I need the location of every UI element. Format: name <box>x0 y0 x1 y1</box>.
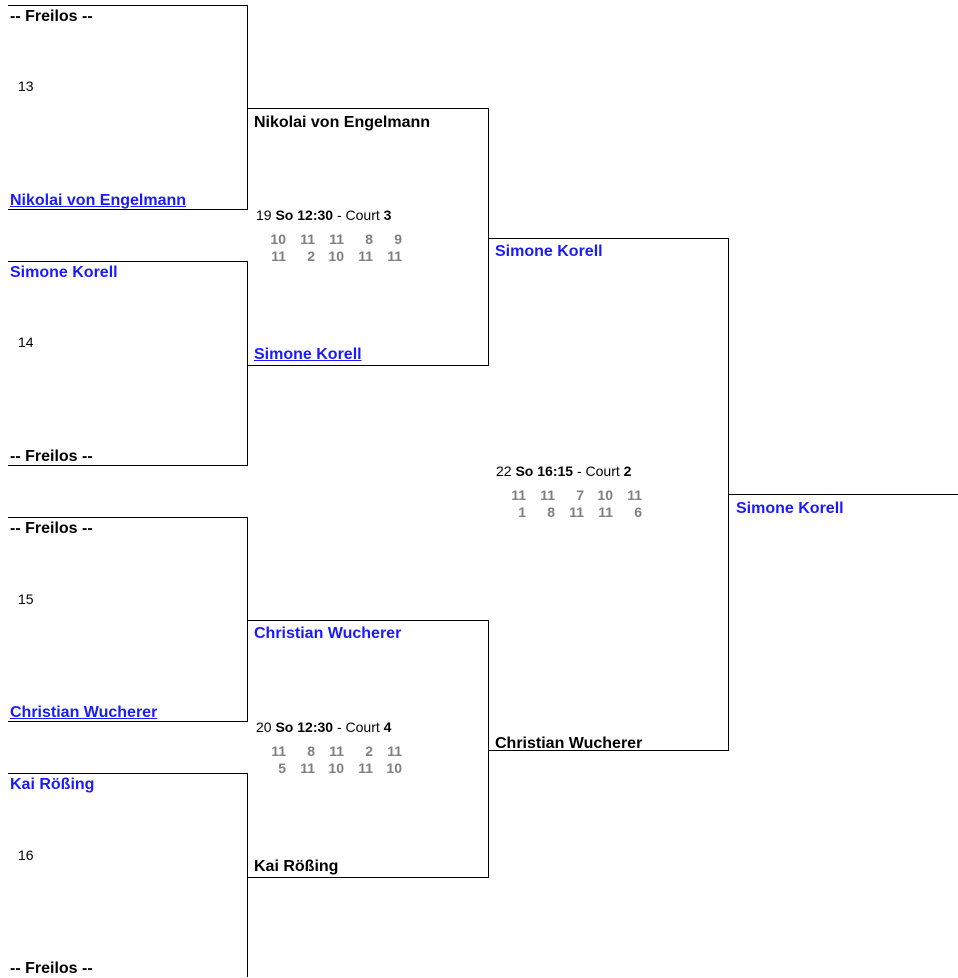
match-info <box>256 719 391 735</box>
set-score: 11 <box>387 743 402 759</box>
court-label: - Court <box>336 719 380 735</box>
set-score: 11 <box>358 248 373 264</box>
court-number: 4 <box>383 719 392 735</box>
round1-match16-bottom-player: -- Freilos -- <box>10 960 93 977</box>
match-number: 19 <box>256 207 272 223</box>
set-score: 9 <box>394 231 402 247</box>
set-scores <box>257 743 402 777</box>
bracket-line <box>248 877 489 878</box>
round1-match13-top-player: -- Freilos -- <box>10 8 93 25</box>
set-score: 7 <box>576 487 584 503</box>
match-info <box>256 207 391 223</box>
set-score: 8 <box>365 231 373 247</box>
set-score: 11 <box>540 487 555 503</box>
bracket-line <box>8 517 248 518</box>
round1-match14-bottom-player: -- Freilos -- <box>10 448 93 465</box>
set-score: 2 <box>365 743 373 759</box>
set-score: 11 <box>329 743 344 759</box>
set-score: 6 <box>634 504 642 520</box>
match-time: 16:15 <box>537 463 574 479</box>
bracket-line <box>488 108 489 366</box>
bracket-line <box>8 261 248 262</box>
set-score: 10 <box>328 760 344 776</box>
set-score: 8 <box>547 504 555 520</box>
match-number: 22 <box>496 463 512 479</box>
round2-match20-top-player-link[interactable]: Christian Wucherer <box>254 625 402 642</box>
match-number: 14 <box>18 334 34 350</box>
bracket-line <box>488 620 489 878</box>
set-score: 5 <box>278 760 286 776</box>
round1-match14-top-player-link[interactable]: Simone Korell <box>10 264 118 281</box>
set-score: 11 <box>329 231 344 247</box>
court-label: - Court <box>336 207 380 223</box>
set-score: 10 <box>328 248 344 264</box>
match-number: 15 <box>18 591 34 607</box>
bracket-line <box>248 620 489 621</box>
bracket-line <box>247 261 248 466</box>
set-score: 2 <box>307 248 315 264</box>
court-label: - Court <box>576 463 620 479</box>
match-number: 16 <box>18 847 34 863</box>
match-time: 12:30 <box>297 207 334 223</box>
bracket-line <box>729 494 958 495</box>
bracket-line <box>8 773 248 774</box>
round1-match13-bottom-player-link[interactable]: Nikolai von Engelmann <box>10 192 187 209</box>
round1-match16-top-player-link[interactable]: Kai Rößing <box>10 776 95 793</box>
round2-match20-bottom-player: Kai Rößing <box>254 858 339 875</box>
court-number: 3 <box>383 207 392 223</box>
winner-player-link[interactable]: Simone Korell <box>736 500 844 517</box>
match-number: 13 <box>18 78 34 94</box>
set-score: 11 <box>387 248 402 264</box>
set-score: 10 <box>270 231 286 247</box>
round2-match19-bottom-player-link[interactable]: Simone Korell <box>254 346 362 363</box>
bracket-line <box>489 238 729 239</box>
set-score: 11 <box>300 760 315 776</box>
match-info <box>496 463 631 479</box>
set-score: 11 <box>271 248 286 264</box>
set-score: 11 <box>627 487 642 503</box>
set-score: 10 <box>597 487 613 503</box>
match-day: So <box>275 719 294 735</box>
set-score: 11 <box>358 760 373 776</box>
set-scores <box>257 231 402 265</box>
set-score: 11 <box>511 487 526 503</box>
court-number: 2 <box>623 463 632 479</box>
set-score: 1 <box>518 504 526 520</box>
set-score: 11 <box>598 504 613 520</box>
round1-match15-top-player: -- Freilos -- <box>10 520 93 537</box>
set-score: 11 <box>271 743 286 759</box>
round3-top-player-link[interactable]: Simone Korell <box>495 243 603 260</box>
round3-bottom-player: Christian Wucherer <box>495 735 643 752</box>
set-score: 8 <box>307 743 315 759</box>
match-day: So <box>515 463 534 479</box>
set-score: 11 <box>300 231 315 247</box>
round1-match15-bottom-player-link[interactable]: Christian Wucherer <box>10 704 158 721</box>
round2-match19-top-player: Nikolai von Engelmann <box>254 114 431 131</box>
set-score: 11 <box>569 504 584 520</box>
set-score: 10 <box>386 760 402 776</box>
bracket-line <box>247 773 248 977</box>
set-scores <box>497 487 642 521</box>
match-number: 20 <box>256 719 272 735</box>
bracket-line <box>8 5 248 6</box>
bracket-line <box>248 108 489 109</box>
bracket-line <box>248 365 489 366</box>
match-day: So <box>275 207 294 223</box>
match-time: 12:30 <box>297 719 334 735</box>
